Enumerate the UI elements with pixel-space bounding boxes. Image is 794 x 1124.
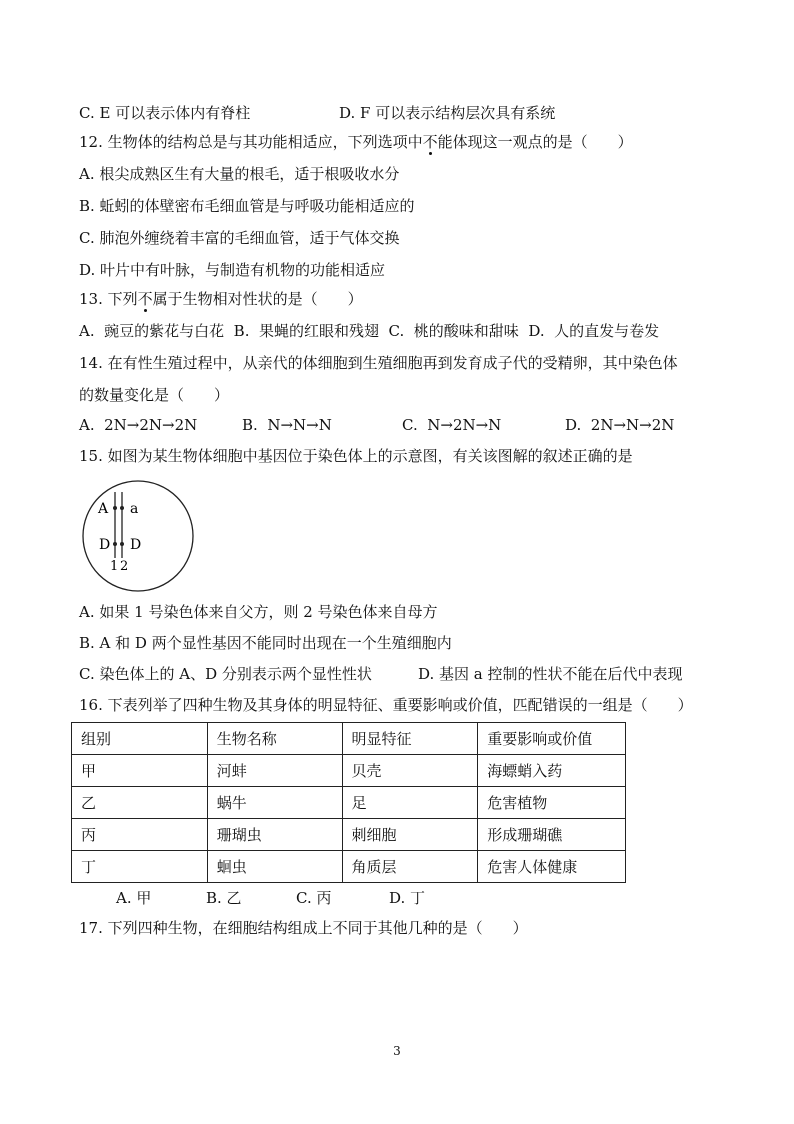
table-row (72, 819, 626, 851)
q12-emphasis-dot: 不 (422, 133, 438, 151)
table-cell: 足 (342, 787, 478, 819)
q12-option-b: B. 蚯蚓的体壁密布毛细血管是与呼吸功能相适应的 (79, 197, 415, 215)
table-cell: 珊瑚虫 (207, 819, 342, 851)
table-header-cell: 明显特征 (342, 723, 478, 755)
table-header-row (72, 723, 626, 755)
q14-option-c: C. N→2N→N (402, 416, 502, 434)
table-header-cell: 生物名称 (207, 723, 342, 755)
q16-option-d: D. 丁 (389, 889, 426, 907)
q15-option-a: A. 如果 1 号染色体来自父方，则 2 号染色体来自母方 (79, 603, 438, 621)
table-cell: 危害人体健康 (478, 851, 626, 883)
table-cell: 甲 (72, 755, 208, 787)
q12-option-d: D. 叶片中有叶脉，与制造有机物的功能相适应 (79, 261, 386, 279)
table-cell: 贝壳 (342, 755, 478, 787)
table-cell: 形成珊瑚礁 (478, 819, 626, 851)
q13-emphasis-dot: 不 (137, 290, 153, 308)
q11-option-c: C. E 可以表示体内有脊柱 (79, 104, 251, 122)
table-row (72, 787, 626, 819)
table-header-cell: 组别 (72, 723, 208, 755)
q11-option-d: D. F 可以表示结构层次具有系统 (339, 104, 556, 122)
q16-option-a: A. 甲 (116, 889, 152, 907)
q16-option-b: B. 乙 (206, 889, 242, 907)
table-cell: 乙 (72, 787, 208, 819)
gene-label-A: A (98, 501, 109, 517)
q15-option-b: B. A 和 D 两个显性基因不能同时出现在一个生殖细胞内 (79, 634, 452, 652)
chromosome-diagram (80, 480, 196, 592)
chromosome-number-1: 1 (110, 559, 119, 574)
q12-option-a: A. 根尖成熟区生有大量的根毛，适于根吸收水分 (79, 165, 400, 183)
q17-stem: 17. 下列四种生物，在细胞结构组成上不同于其他几种的是（ ） (79, 919, 528, 937)
organism-table (71, 722, 626, 883)
gene-label-a: a (130, 501, 139, 517)
q14-option-d: D. 2N→N→2N (565, 416, 675, 434)
q14-stem-line2: 的数量变化是（ ） (79, 386, 230, 404)
gene-label-D-right: D (130, 537, 142, 553)
table-row (72, 755, 626, 787)
table-cell: 海螵蛸入药 (478, 755, 626, 787)
q16-stem: 16. 下表列举了四种生物及其身体的明显特征、重要影响或价值，匹配错误的一组是（ ） (79, 696, 693, 714)
table-cell: 角质层 (342, 851, 478, 883)
q14-option-a: A. 2N→2N→2N (79, 416, 198, 434)
q13-options: A. 豌豆的紫花与白花 B. 果蝇的红眼和残翅 C. 桃的酸味和甜味 D. 人的直发与卷发 (79, 322, 660, 340)
table-cell: 蛔虫 (207, 851, 342, 883)
page-number: 3 (393, 1044, 401, 1058)
gene-label-D-left: D (99, 537, 111, 553)
table-cell: 丙 (72, 819, 208, 851)
q12-option-c: C. 肺泡外缠绕着丰富的毛细血管，适于气体交换 (79, 229, 400, 247)
q15-stem: 15. 如图为某生物体细胞中基因位于染色体上的示意图，有关该图解的叙述正确的是 (79, 447, 633, 465)
q16-option-c: C. 丙 (296, 889, 332, 907)
q12-stem: 12. 生物体的结构总是与其功能相适应，下列选项中不能体现这一观点的是（ ） (79, 133, 633, 151)
table-cell: 危害植物 (478, 787, 626, 819)
table-cell: 河蚌 (207, 755, 342, 787)
q14-option-b: B. N→N→N (242, 416, 332, 434)
chromosome-number-2: 2 (120, 559, 129, 574)
q15-option-c: C. 染色体上的 A、D 分别表示两个显性性状 (79, 665, 372, 683)
table-header-cell: 重要影响或价值 (478, 723, 626, 755)
table-cell: 刺细胞 (342, 819, 478, 851)
q14-stem-line1: 14. 在有性生殖过程中，从亲代的体细胞到生殖细胞再到发育成子代的受精卵，其中染色体 (79, 354, 678, 372)
table-cell: 丁 (72, 851, 208, 883)
q15-option-d: D. 基因 a 控制的性状不能在后代中表现 (418, 665, 683, 683)
table-cell: 蜗牛 (207, 787, 342, 819)
q13-stem: 13. 下列不属于生物相对性状的是（ ） (79, 290, 363, 308)
table-row (72, 851, 626, 883)
